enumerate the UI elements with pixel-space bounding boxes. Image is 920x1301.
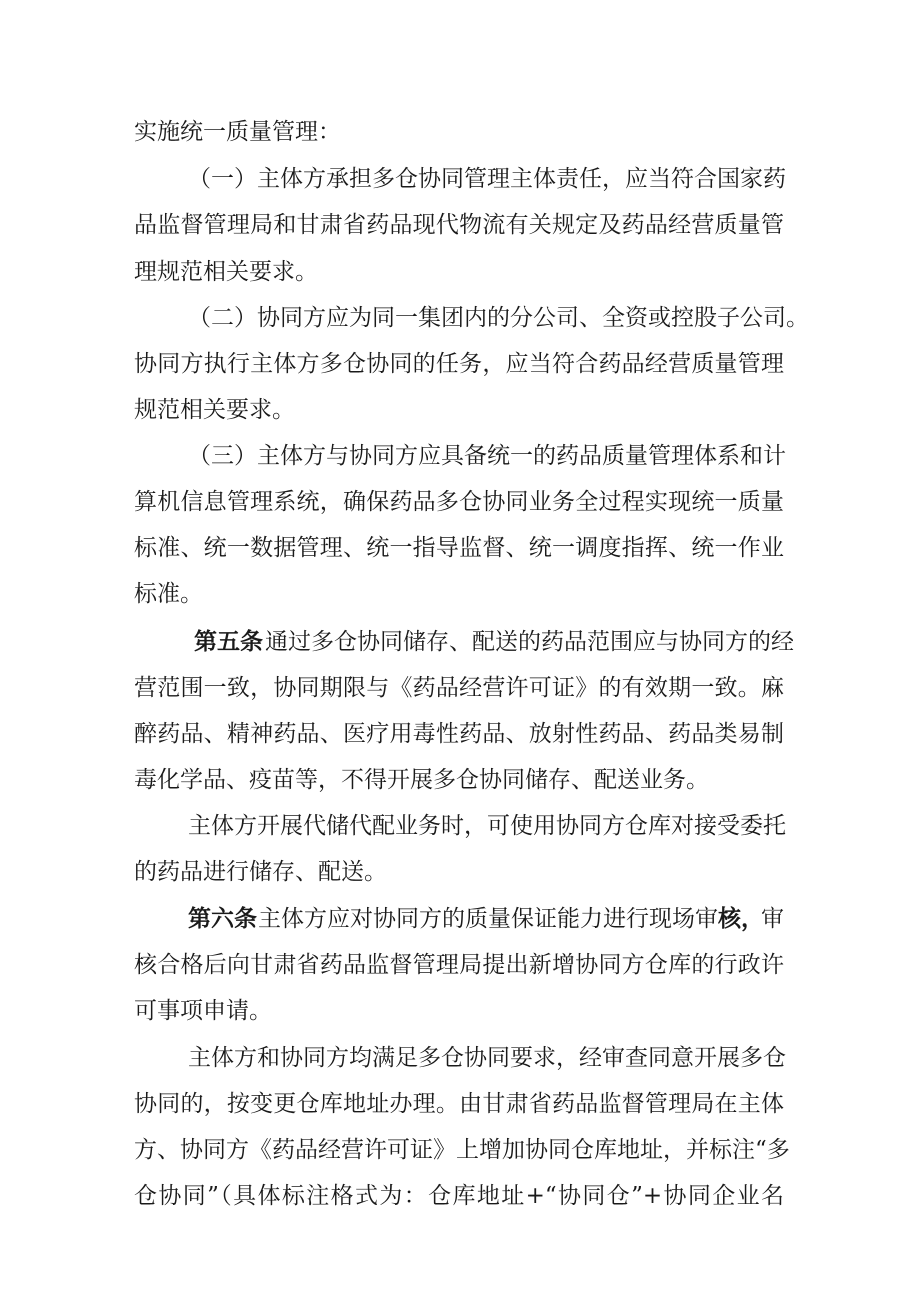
text-line: （三）主体方与协同方应具备统一的药品质量管理体系和计 xyxy=(188,443,786,469)
text-line: （一）主体方承担多仓协同管理主体责任，应当符合国家药 xyxy=(188,166,786,192)
article-5-heading: 第五条 xyxy=(194,628,263,655)
text-line: 审 xyxy=(761,906,784,932)
text-line: 核合格后向甘肃省药品监督管理局提出新增协同方仓库的行政许 xyxy=(134,952,784,978)
text-line: 规范相关要求。 xyxy=(134,397,295,423)
text-line: （二）协同方应为同一集团内的分公司、全资或控股子公司。 xyxy=(188,305,809,331)
text-line: 主体方应对协同方的质量保证能力进行现场审 xyxy=(258,906,718,932)
text-line: 毒化学品、疫苗等，不得开展多仓协同储存、配送业务。 xyxy=(134,767,709,793)
text-line: 品监督管理局和甘肃省药品现代物流有关规定及药品经营质量管 xyxy=(134,212,784,238)
text-line: 理规范相关要求。 xyxy=(134,259,318,285)
text-line: 主体方和协同方均满足多仓协同要求，经审查同意开展多仓 xyxy=(188,1045,786,1071)
text-line: 可事项申请。 xyxy=(134,998,272,1024)
text-line: 算机信息管理系统，确保药品多仓协同业务全过程实现统一质量 xyxy=(134,489,784,515)
text-line: 标准、统一数据管理、统一指导监督、统一调度指挥、统一作业 xyxy=(134,535,784,561)
text-line: 方、协同方《药品经营许可证》上增加协同仓库地址，并标注“多 xyxy=(134,1137,790,1163)
text-line: 通过多仓协同储存、配送的药品范围应与协同方的经 xyxy=(265,629,794,655)
bold-text: 核， xyxy=(718,905,764,932)
text-line: 实施统一质量管理： xyxy=(134,119,341,145)
text-line: 仓协同”（具体标注格式为：仓库地址+“协同仓”+协同企业名 xyxy=(134,1183,784,1209)
text-line: 醉药品、精神药品、医疗用毒性药品、放射性药品、药品类易制 xyxy=(134,721,784,747)
text-line: 营范围一致，协同期限与《药品经营许可证》的有效期一致。麻 xyxy=(134,675,784,701)
text-line: 协同方执行主体方多仓协同的任务，应当符合药品经营质量管理 xyxy=(134,351,784,377)
text-line: 的药品进行储存、配送。 xyxy=(134,859,387,885)
text-line: 标准。 xyxy=(134,581,203,607)
text-line: 主体方开展代储代配业务时，可使用协同方仓库对接受委托 xyxy=(188,813,786,839)
article-6-heading: 第六条 xyxy=(188,905,257,932)
text-line: 协同的，按变更仓库地址办理。由甘肃省药品监督管理局在主体 xyxy=(134,1091,784,1117)
